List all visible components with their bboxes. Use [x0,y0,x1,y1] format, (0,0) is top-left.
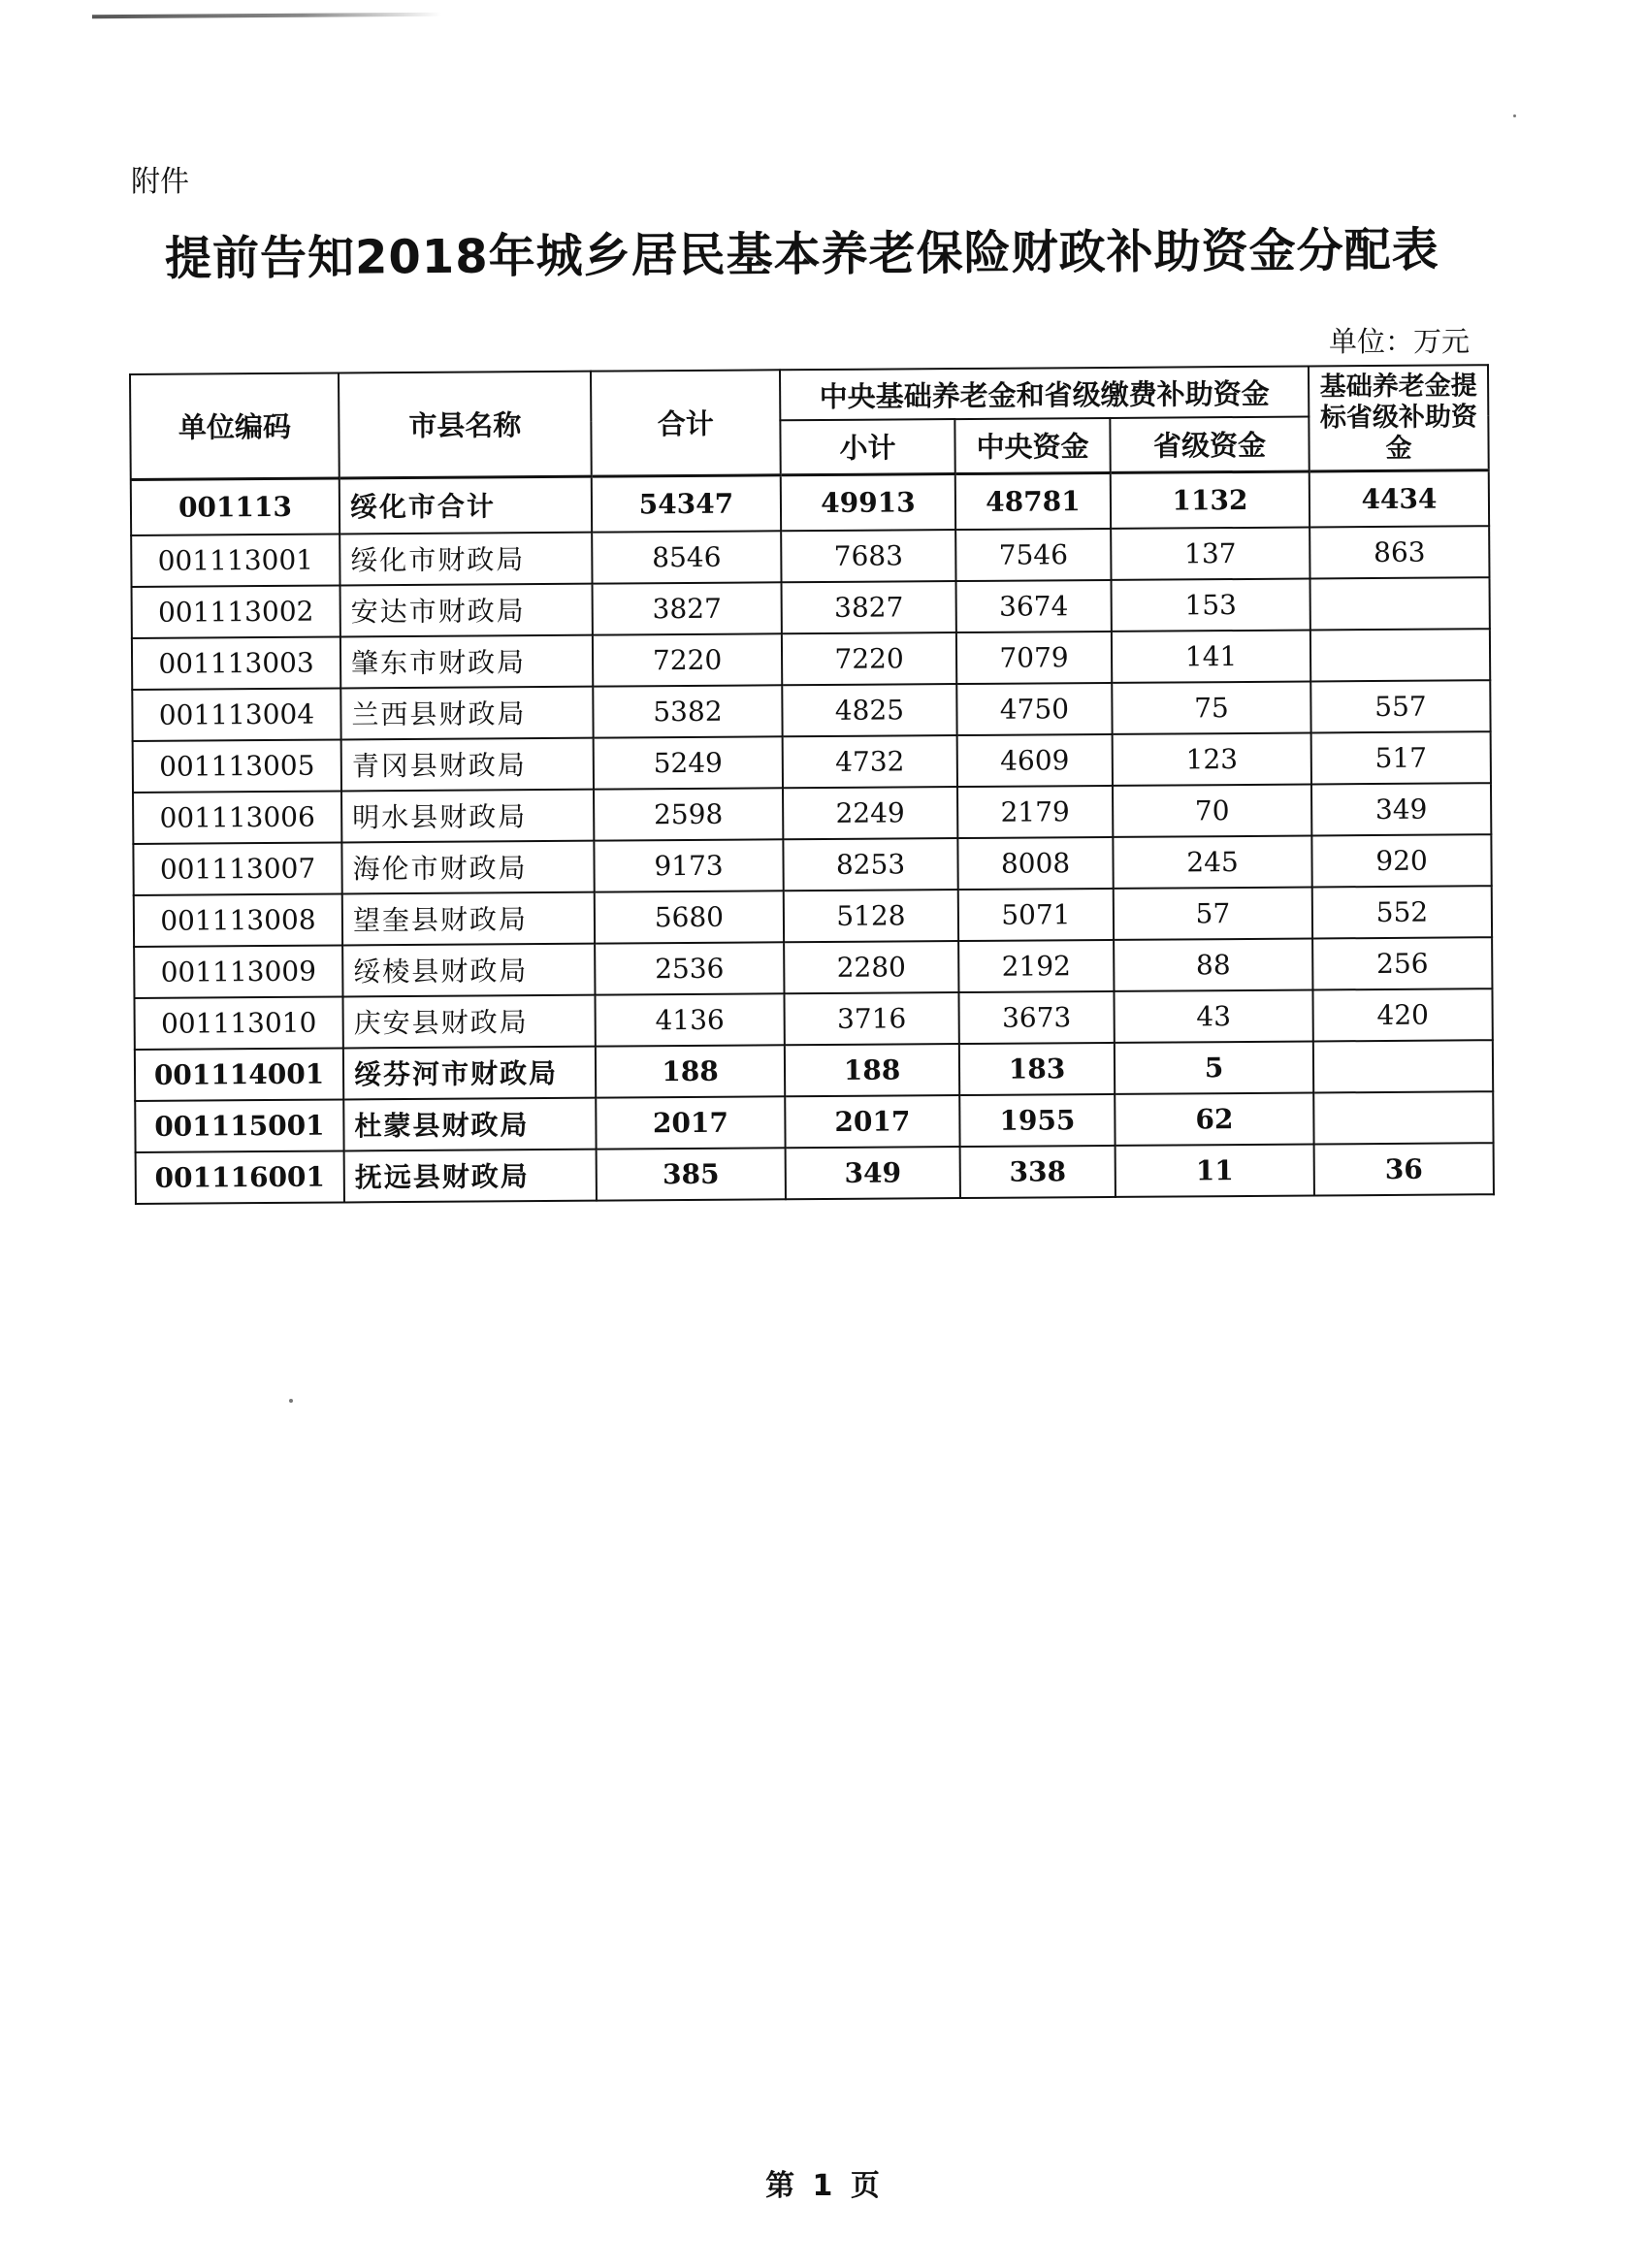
cell-name: 杜蒙县财政局 [343,1097,596,1150]
cell-subtotal: 7683 [781,530,955,582]
allocation-table-wrapper [129,364,1493,1204]
cell-raise: 420 [1312,988,1492,1041]
cell-total: 385 [597,1148,786,1200]
table-row [133,834,1491,895]
cell-central: 1955 [959,1093,1115,1146]
cell-provincial: 141 [1112,630,1310,682]
cell-central: 2179 [957,785,1113,837]
cell-total: 4136 [595,993,784,1046]
cell-provincial: 245 [1113,835,1311,888]
cell-code: 001113008 [134,893,342,946]
scan-edge-mark [92,13,441,19]
table-row [134,937,1492,998]
cell-provincial: 70 [1113,784,1311,836]
cell-subtotal: 2017 [785,1095,959,1148]
cell-subtotal: 7220 [782,632,956,685]
table-body [131,470,1494,1203]
cell-central: 7546 [955,528,1111,580]
cell-code: 001113003 [132,636,340,689]
allocation-table [129,364,1495,1204]
cell-total: 5680 [595,891,784,943]
table-row [131,526,1489,587]
cell-name: 绥化市合计 [340,476,592,534]
cell-central: 338 [960,1145,1116,1197]
table-row-total [131,470,1489,535]
table-row [135,1091,1493,1152]
header-subtotal: 小计 [780,419,954,474]
cell-raise: 552 [1312,886,1492,938]
cell-subtotal: 2280 [784,941,958,993]
cell-total: 188 [596,1045,785,1097]
cell-provincial: 88 [1114,938,1312,990]
cell-raise: 256 [1312,937,1492,989]
cell-name: 青冈县财政局 [341,737,594,791]
cell-total: 5249 [594,736,783,789]
page-number: 第 1 页 [765,2169,884,2203]
cell-raise: 349 [1311,783,1491,835]
cell-provincial: 1132 [1111,471,1310,529]
cell-name: 兰西县财政局 [340,686,593,739]
cell-code: 001114001 [135,1048,343,1100]
document-title: 提前告知2018年城乡居民基本养老保险财政补助资金分配表 [164,222,1439,286]
cell-subtotal: 188 [785,1044,959,1096]
cell-central: 4750 [956,682,1112,734]
table-row [132,680,1490,741]
cell-raise: 4434 [1310,470,1489,527]
cell-provincial: 43 [1114,989,1312,1042]
cell-code: 001113005 [133,739,341,792]
cell-total: 54347 [592,474,781,532]
cell-total: 8546 [592,531,781,583]
cell-subtotal: 349 [786,1147,960,1199]
cell-raise [1310,629,1490,681]
cell-name: 抚远县财政局 [344,1149,597,1202]
cell-subtotal: 8253 [783,838,957,891]
cell-subtotal: 4732 [783,735,957,788]
cell-code: 001113 [131,477,340,535]
header-central-funds: 中央资金 [954,418,1110,473]
cell-subtotal: 5128 [784,890,958,942]
cell-central: 4609 [957,733,1113,786]
cell-provincial: 123 [1113,732,1311,785]
header-city-county-name: 市县名称 [339,372,592,478]
cell-raise [1313,1091,1493,1144]
cell-name: 绥棱县财政局 [342,943,595,996]
cell-code: 001113009 [134,945,342,997]
cell-total: 3827 [593,582,782,634]
cell-central: 7079 [956,631,1112,683]
cell-code: 001113002 [132,585,340,637]
table-row [134,886,1492,947]
cell-central: 48781 [955,472,1111,530]
attachment-label: 附件 [131,165,189,199]
header-provincial-funds: 省级资金 [1110,417,1309,472]
cell-provincial: 62 [1115,1092,1313,1145]
cell-central: 5071 [958,888,1114,940]
cell-provincial: 57 [1114,887,1312,939]
scan-speck [1513,114,1516,117]
cell-provincial: 137 [1111,527,1310,579]
unit-label: 单位：万元 [1329,325,1471,358]
cell-raise: 557 [1310,680,1490,732]
header-total: 合计 [591,370,781,475]
cell-total: 2536 [595,942,784,994]
cell-name: 海伦市财政局 [341,840,594,893]
cell-raise [1310,577,1490,630]
cell-code: 001116001 [136,1150,344,1203]
cell-name: 安达市财政局 [340,583,593,636]
cell-code: 001113006 [133,791,341,843]
cell-subtotal: 4825 [782,684,956,736]
cell-central: 183 [959,1042,1115,1094]
cell-code: 001115001 [135,1099,343,1151]
table-row [136,1143,1494,1204]
cell-subtotal: 3827 [782,581,956,633]
cell-name: 肇东市财政局 [340,634,593,688]
cell-raise [1313,1040,1493,1092]
header-central-provincial-group: 中央基础养老金和省级缴费补助资金 [780,367,1309,421]
cell-provincial: 11 [1116,1144,1314,1196]
cell-total: 7220 [593,633,782,686]
cell-name: 庆安县财政局 [342,994,595,1048]
cell-name: 明水县财政局 [341,789,594,842]
cell-name: 望奎县财政局 [342,891,595,945]
scan-speck [289,1399,293,1403]
cell-subtotal: 3716 [784,992,958,1045]
cell-raise: 517 [1311,731,1491,784]
cell-central: 3673 [958,990,1114,1043]
cell-provincial: 75 [1112,681,1310,733]
table-row [133,783,1491,844]
cell-total: 5382 [593,685,782,737]
table-row [133,731,1491,793]
cell-total: 2598 [594,788,783,840]
cell-subtotal: 2249 [783,787,957,839]
cell-raise: 863 [1310,526,1489,578]
cell-total: 2017 [596,1096,785,1149]
header-unit-code: 单位编码 [130,373,340,478]
cell-name: 绥化市财政局 [340,532,592,585]
cell-raise: 920 [1311,834,1491,887]
cell-code: 001113010 [134,996,342,1049]
table-row [134,988,1492,1050]
table-row [132,577,1490,638]
cell-name: 绥芬河市财政局 [343,1046,596,1099]
cell-provincial: 153 [1112,578,1310,631]
cell-code: 001113004 [132,688,340,740]
cell-code: 001113001 [131,534,340,586]
cell-code: 001113007 [133,842,341,894]
cell-central: 3674 [956,579,1112,632]
header-raise-subsidy: 基础养老金提标省级补助资金 [1309,365,1489,470]
cell-total: 9173 [594,839,783,891]
cell-central: 8008 [957,836,1113,889]
table-row [135,1040,1493,1101]
cell-subtotal: 49913 [781,473,955,531]
cell-central: 2192 [958,939,1114,991]
cell-provincial: 5 [1115,1041,1313,1093]
table-row [132,629,1490,690]
cell-raise: 36 [1314,1143,1494,1195]
